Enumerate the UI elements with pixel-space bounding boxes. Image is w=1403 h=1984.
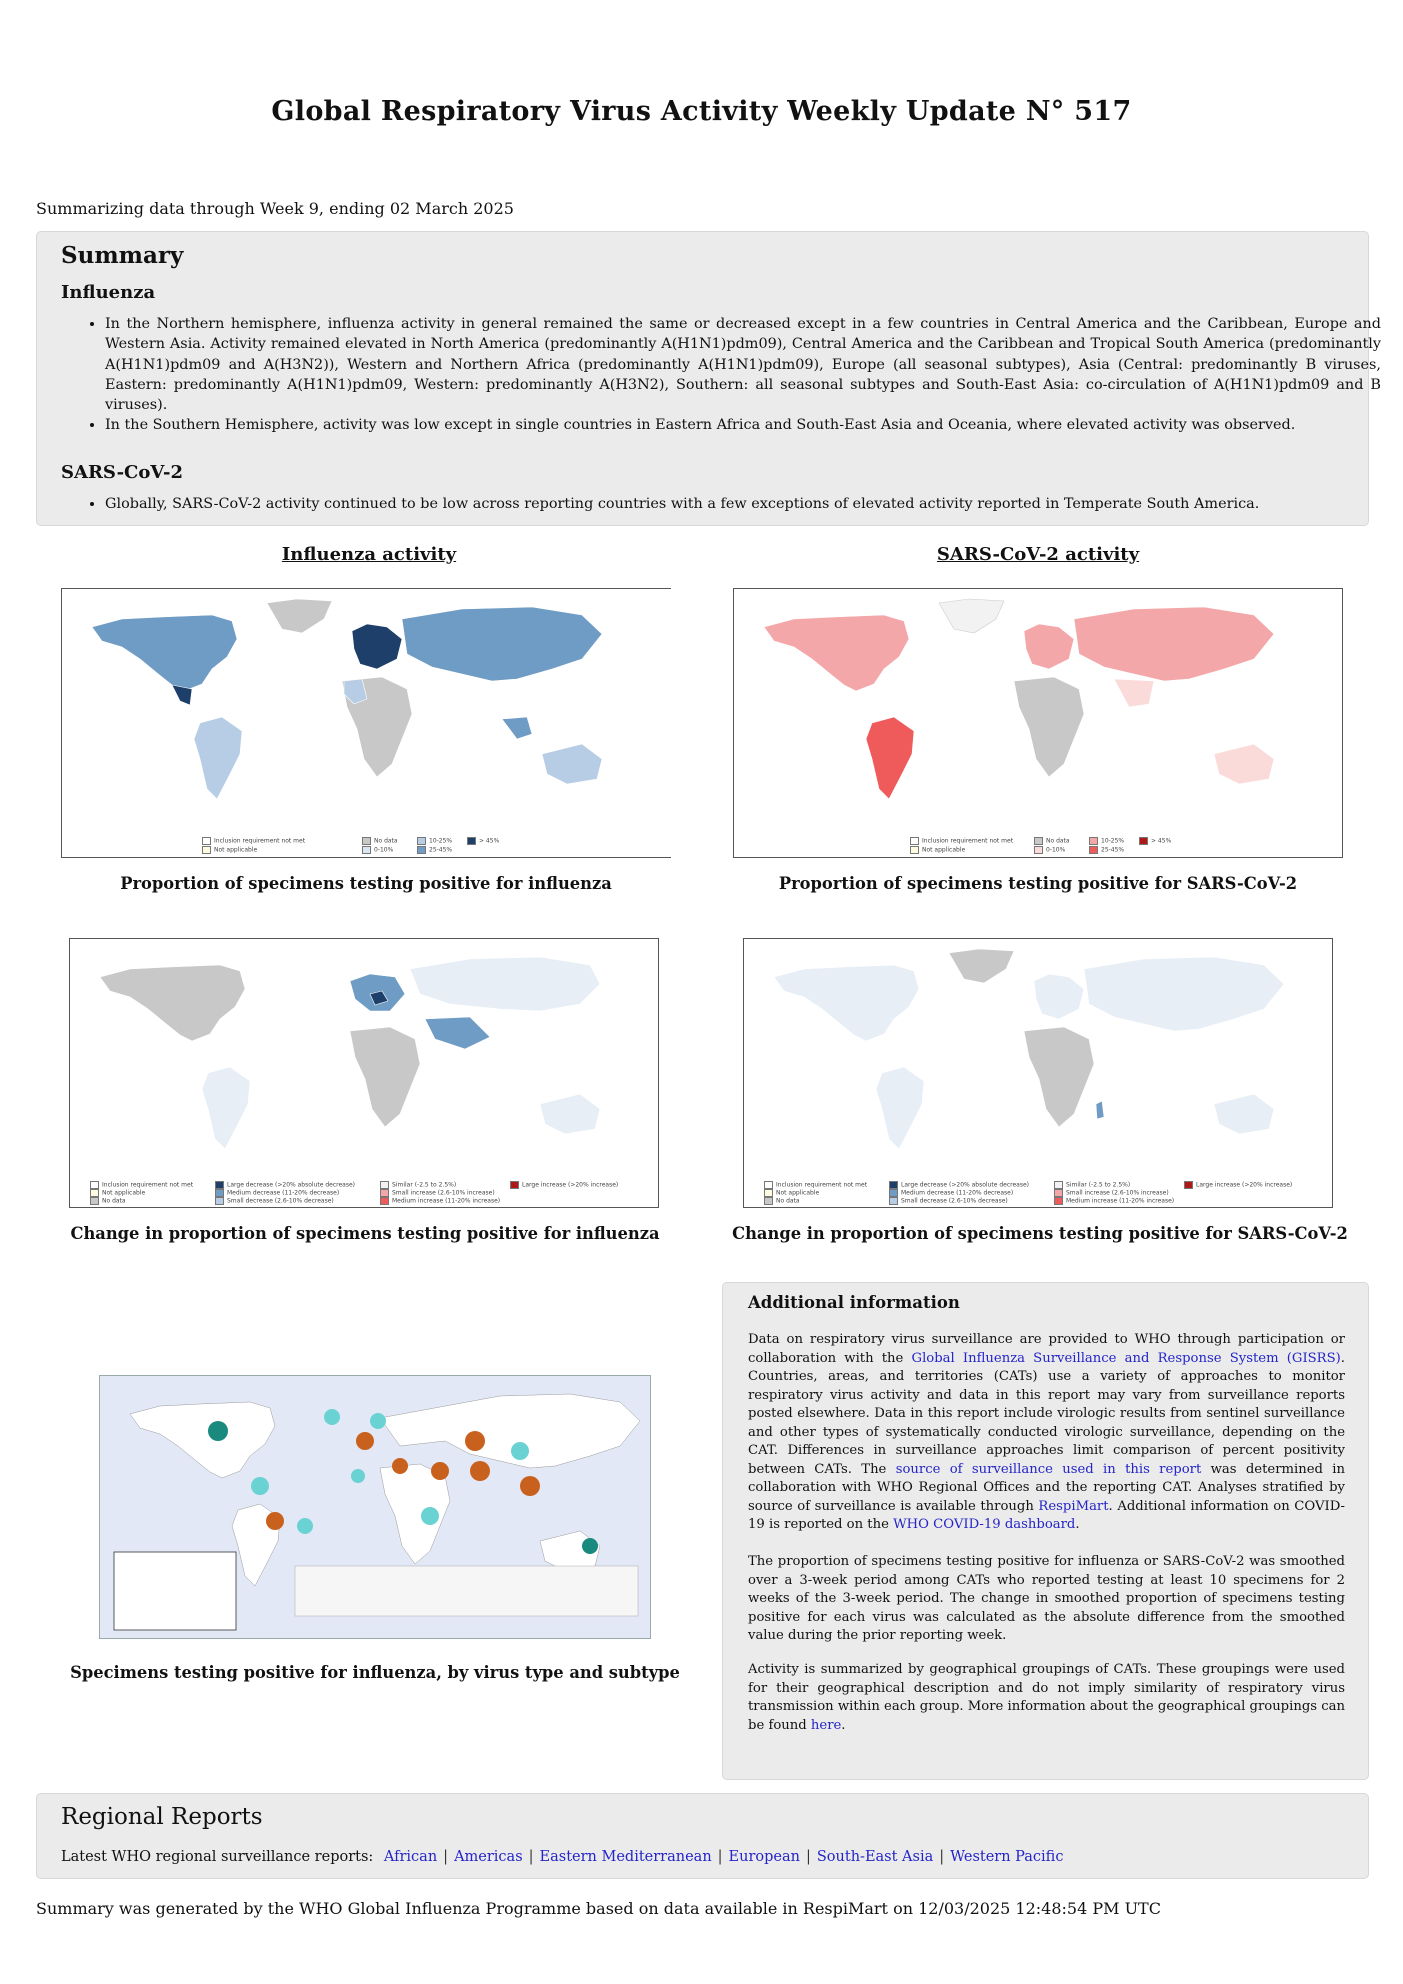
additional-info-heading: Additional information	[748, 1293, 960, 1312]
link-western-pacific[interactable]: Western Pacific	[950, 1849, 1064, 1865]
regional-reports-heading: Regional Reports	[61, 1804, 263, 1830]
link-african[interactable]: African	[383, 1849, 438, 1865]
sars-positivity-map: Inclusion requirement not met Not applicable No data 0-10% 10-25% 25-45% > 45%	[733, 588, 1343, 858]
regional-intro: Latest WHO regional surveillance reports:	[61, 1849, 374, 1865]
page-title: Global Respiratory Virus Activity Weekly Update N° 517	[271, 96, 1132, 127]
influenza-positivity-map: Inclusion requirement not met Not applicable No data 0-10% 10-25% 25-45% > 45%	[61, 588, 671, 858]
regional-reports-links	[61, 1849, 1063, 1865]
sars-heading: SARS-CoV-2	[61, 462, 184, 483]
additional-info-paragraph-1: Data on respiratory virus surveillance are provided to WHO through participation or collaboration with the Global Influenza Surveillance and Response System (GISRS). Countries, areas, and territories (CATs) use a variety of approaches to monitor respiratory virus activity and data in this report may vary from surveillance reports posted elsewhere. Data in this report include virologic results from sentinel surveillance and other types of systematically conducted virologic surveillance, depending on the CAT. Differences in surveillance approaches limit comparison of percent positivity between CATs. The source of surveillance used in this report was determined in collaboration with WHO Regional Offices and the reporting CAT. Analyses stratified by source of surveillance is available through RespiMart. Additional information on COVID-19 is reported on the WHO COVID-19 dashboard.	[748, 1332, 1346, 1532]
report-period: Summarizing data through Week 9, ending 02 March 2025	[36, 199, 514, 218]
additional-info-paragraph-2: The proportion of specimens testing positive for influenza or SARS-CoV-2 was smoothed over a 3-week period among CATs who reported testing at least 10 specimens for 2 weeks of the 3-week period. The change in smoothed proportion of specimens testing positive for each virus was calculated as the absolute difference from the smoothed value during the prior reporting week.	[748, 1554, 1345, 1643]
influenza-activity-title: Influenza activity	[281, 544, 457, 565]
sars-bullets	[71, 494, 1381, 514]
separator: |	[443, 1849, 449, 1865]
separator: |	[939, 1849, 945, 1865]
link-south-east-asia[interactable]: South-East Asia	[816, 1849, 934, 1865]
influenza-subtype-caption: Specimens testing positive for influenza, by virus type and subtype	[70, 1663, 680, 1682]
separator: |	[528, 1849, 534, 1865]
additional-info-panel	[722, 1282, 1369, 1780]
influenza-change-caption: Change in proportion of specimens testing positive for influenza	[70, 1224, 660, 1243]
surveillance-source-link[interactable]: source of surveillance used in this report	[895, 1461, 1202, 1477]
influenza-subtype-map-graphic	[100, 1376, 650, 1638]
influenza-heading: Influenza	[61, 282, 156, 303]
influenza-bullet: • In the Northern hemisphere, influenza activity in general remained the same or decreased except in a few countries in Central America and the Caribbean, Europe and Western Asia. Activity remained elevated in North America (predominantly A(H1N1)pdm09), Central America and the Caribbean and Tropical South America (predominantly A(H1N1)pdm09 and A(H3N2)), Western and Northern Africa (predominantly A(H1N1)pdm09), Europe (all seasonal subtypes), Asia (Central: predominantly B viruses, Eastern: predominantly A(H1N1)pdm09, Western: predominantly A(H3N2), Southern: all seasonal subtypes and South-East Asia: co-circulation of A(H1N1)pdm09 and B viruses).	[105, 314, 1381, 415]
influenza-bullets	[71, 314, 1381, 436]
influenza-bullet: • In the Southern Hemisphere, activity was low except in single countries in Eastern Africa and South-East Asia and Oceania, where elevated activity was observed.	[105, 415, 1381, 435]
sars-positivity-caption: Proportion of specimens testing positive for SARS-CoV-2	[778, 874, 1298, 893]
separator: |	[717, 1849, 723, 1865]
summary-panel	[36, 231, 1381, 526]
influenza-change-map-graphic	[70, 939, 658, 1179]
summary-heading: Summary	[61, 242, 184, 269]
sars-positivity-map-graphic	[734, 589, 1342, 834]
additional-info-paragraph-3: Activity is summarized by geographical groupings of CATs. These groupings were used for their geographical description and do not imply similarity of respiratory virus transmission within each group. More information about the geographical groupings can be found here.	[748, 1662, 1345, 1733]
influenza-positivity-caption: Proportion of specimens testing positive for influenza	[120, 874, 612, 893]
subtype-table	[295, 1566, 638, 1616]
influenza-subtype-map	[99, 1375, 651, 1639]
sars-change-map-graphic	[744, 939, 1332, 1179]
sars-bullet: • Globally, SARS-CoV-2 activity continued to be low across reporting countries with a few exceptions of elevated activity reported in Temperate South America.	[105, 494, 1381, 514]
separator: |	[805, 1849, 811, 1865]
generation-footer: Summary was generated by the WHO Global Influenza Programme based on data available in RespiMart on 12/03/2025 12:48:54 PM UTC	[36, 1899, 1161, 1918]
link-european[interactable]: European	[728, 1849, 800, 1865]
sars-activity-title: SARS-CoV-2 activity	[936, 544, 1140, 565]
sars-change-caption: Change in proportion of specimens testing positive for SARS-CoV-2	[732, 1224, 1348, 1243]
covid-dashboard-link[interactable]: WHO COVID-19 dashboard	[893, 1517, 1076, 1532]
link-americas[interactable]: Americas	[454, 1849, 523, 1865]
influenza-change-map: Inclusion requirement not met Not applicable No data Large decrease (>20% absolute decrease) Medium decrease (11-20% decrease) Small decrease (2.6-10% decrease) Similar (-2.5 to 2.5%) Small increase (2.6-10% increase) Medium increase (11-20% increase) Large increase (>20% increase)	[69, 938, 659, 1208]
respimart-link[interactable]: RespiMart	[1038, 1498, 1109, 1514]
sars-change-map: Inclusion requirement not met Not applicable No data Large decrease (>20% absolute decrease) Medium decrease (11-20% decrease) Small decrease (2.6-10% decrease) Similar (-2.5 to 2.5%) Small increase (2.6-10% increase) Medium increase (11-20% increase) Large increase (>20% increase)	[743, 938, 1333, 1208]
regional-reports-panel	[36, 1793, 1369, 1879]
pie-legend	[114, 1552, 236, 1630]
groupings-here-link[interactable]: here	[810, 1717, 842, 1733]
influenza-positivity-map-graphic	[62, 589, 671, 834]
link-eastern-mediterranean[interactable]: Eastern Mediterranean	[539, 1849, 712, 1865]
gisrs-link[interactable]: Global Influenza Surveillance and Response System (GISRS)	[911, 1350, 1341, 1366]
